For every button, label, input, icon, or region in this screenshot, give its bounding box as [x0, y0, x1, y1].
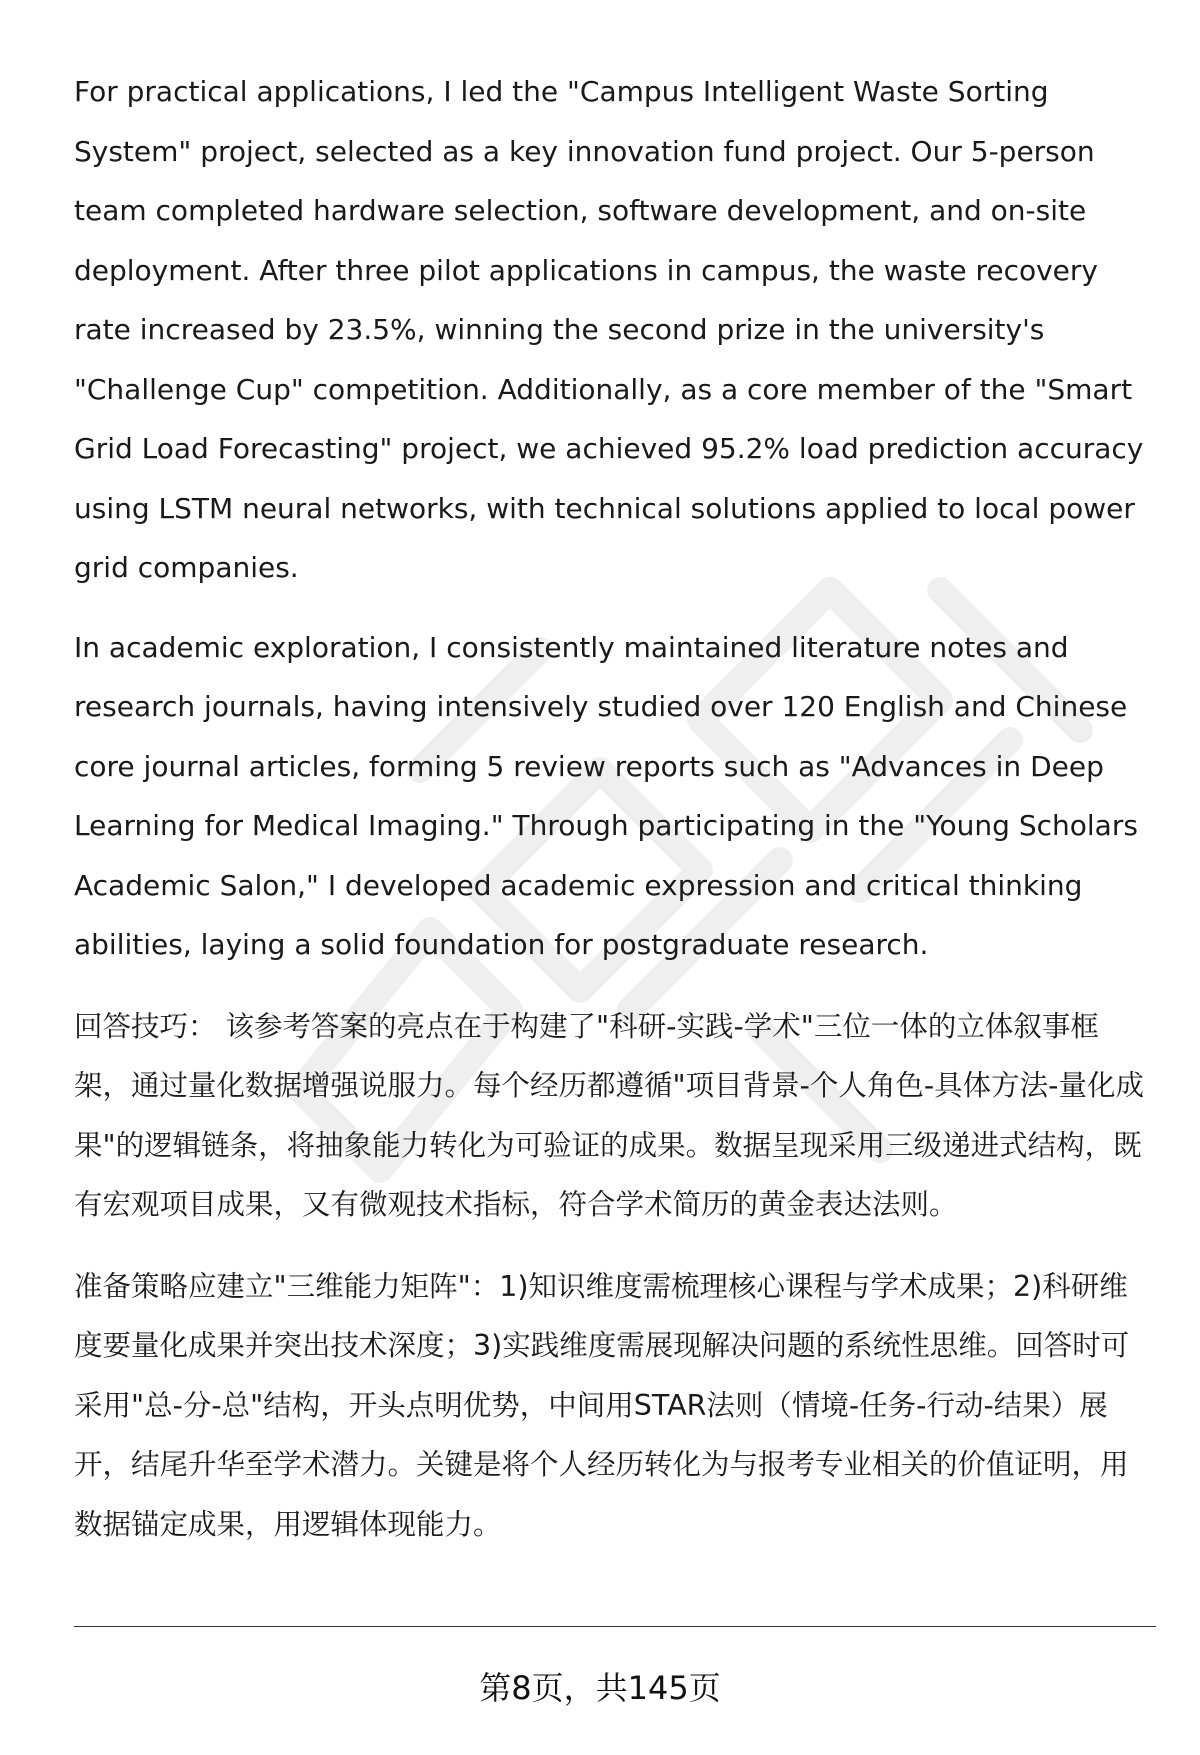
page-body [74, 62, 1154, 1554]
footer-divider [74, 1626, 1156, 1627]
paragraph-practical-applications: For practical applications, I led the "Campus Intelligent Waste Sorting System" project, selected as a key innovation fund project. Our 5-person team completed hardware selection, software development, and on-site deployment. After three pilot applications in campus, the waste recovery rate increased by 23.5%, winning the second prize in the university's "Challenge Cup" competition. Additionally, as a core member of the "Smart Grid Load Forecasting" project, we achieved 95.2% load prediction accuracy using LSTM neural networks, with technical solutions applied to local power grid companies. [74, 75, 1144, 584]
paragraph-academic-exploration: In academic exploration, I consistently maintained literature notes and research journals, having intensively studied over 120 English and Chinese core journal articles, forming 5 review reports such as "Advances in Deep Learning for Medical Imaging." Through participating in the "Young Scholars Academic Salon," I developed academic expression and critical thinking abilities, laying a solid foundation for postgraduate research. [74, 630, 1138, 961]
paragraph-preparation-strategy: 准备策略应建立"三维能力矩阵"：1)知识维度需梳理核心课程与学术成果；2)科研维度要量化成果并突出技术深度；3)实践维度需展现解决问题的系统性思维。回答时可采用"总-分-总"结构，开头点明优势，中间用STAR法则（情境-任务-行动-结果）展开，结尾升华至学术潜力。关键是将个人经历转化为与报考专业相关的价值证明，用数据锚定成果，用逻辑体现能力。 [74, 1269, 1130, 1541]
paragraph-answer-tips: 回答技巧： 该参考答案的亮点在于构建了"科研-实践-学术"三位一体的立体叙事框架，通过量化数据增强说服力。每个经历都遵循"项目背景-个人角色-具体方法-量化成果"的逻辑链条，将抽象能力转化为可验证的成果。数据呈现采用三级递进式结构，既有宏观项目成果，又有微观技术指标，符合学术简历的黄金表达法则。 [74, 1009, 1144, 1221]
page-number: 第8页，共145页 [479, 1669, 721, 1707]
